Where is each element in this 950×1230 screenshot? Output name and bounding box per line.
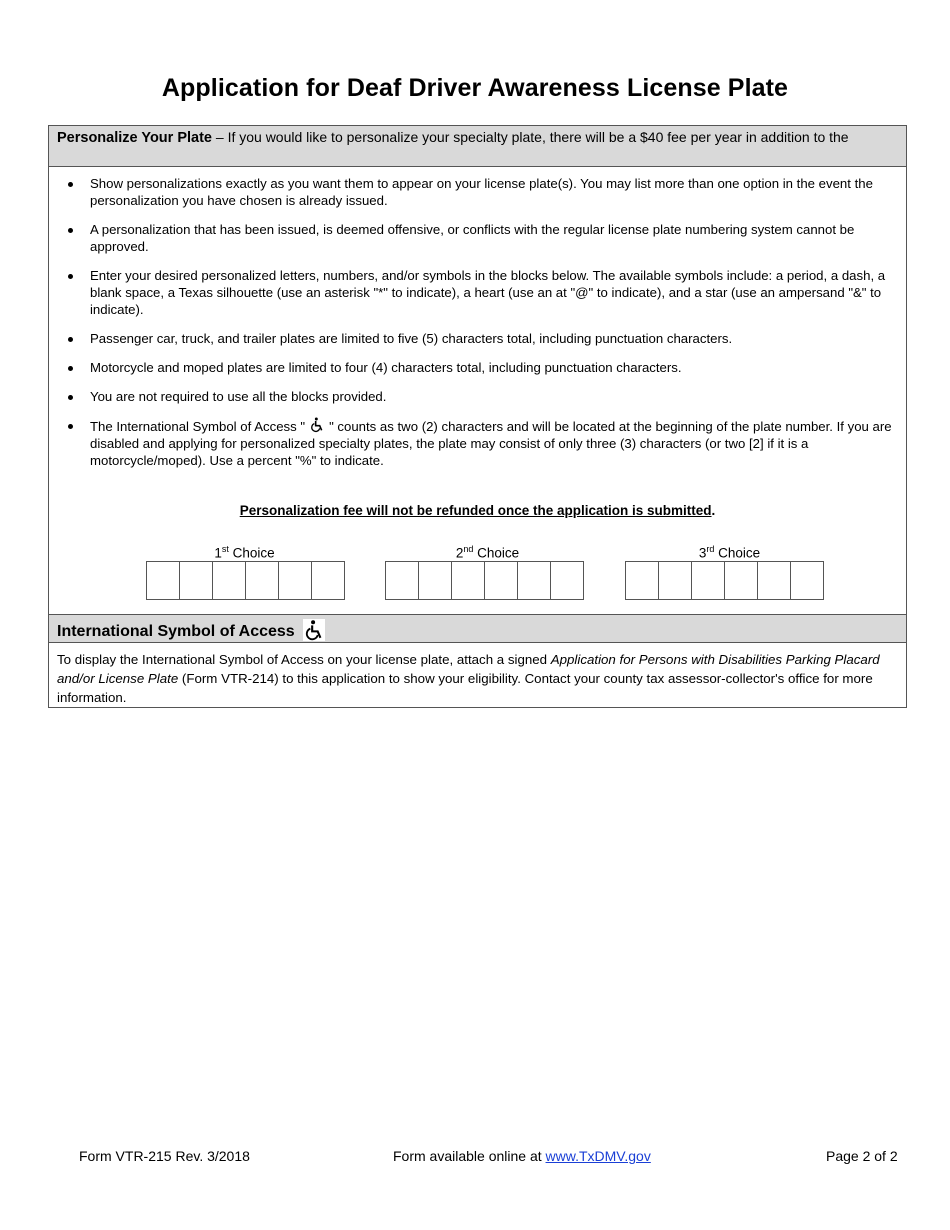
list-item bbox=[49, 388, 906, 405]
list-item bbox=[49, 267, 906, 318]
character-box[interactable] bbox=[418, 561, 452, 600]
isa-para-text: To display the International Symbol of Access on your license plate, attach a signed bbox=[57, 652, 551, 667]
character-box[interactable] bbox=[658, 561, 692, 600]
character-box[interactable] bbox=[385, 561, 419, 600]
choice-3-boxes bbox=[625, 561, 824, 601]
instructions-list bbox=[49, 175, 906, 481]
wheelchair-access-icon bbox=[303, 619, 325, 641]
character-box[interactable] bbox=[691, 561, 725, 600]
page-number: Page 2 of 2 bbox=[826, 1148, 898, 1164]
bullet-dot bbox=[68, 424, 73, 429]
character-box[interactable] bbox=[724, 561, 758, 600]
bullet-dot bbox=[68, 395, 73, 400]
character-box[interactable] bbox=[179, 561, 213, 600]
character-box[interactable] bbox=[517, 561, 551, 600]
character-box[interactable] bbox=[311, 561, 345, 600]
form-box bbox=[48, 125, 907, 708]
form-id: Form VTR-215 Rev. 3/2018 bbox=[79, 1148, 250, 1164]
choice-1-boxes bbox=[146, 561, 345, 601]
choice-num: 3 bbox=[698, 545, 707, 561]
list-item-text: Enter your desired personalized letters, numbers, and/or symbols in the blocks below. The available symbols include: a period, a dash, a blank space, a Texas silhouette (use an asterisk "*" to indicate), a heart (use an at "@" to indicate), and a star (use an ampersand "&" to indicate). bbox=[90, 268, 886, 317]
list-item-text: Motorcycle and moped plates are limited to four (4) characters total, including punctuation characters. bbox=[90, 360, 682, 375]
list-item bbox=[49, 359, 906, 376]
character-box[interactable] bbox=[484, 561, 518, 600]
choice-sup: nd bbox=[463, 544, 474, 554]
list-item-text: Passenger car, truck, and trailer plates are limited to five (5) characters total, including punctuation characters. bbox=[90, 331, 733, 346]
personalize-heading: Personalize Your Plate bbox=[57, 130, 212, 146]
list-item-text: You are not required to use all the blocks provided. bbox=[90, 389, 387, 404]
txdmv-link[interactable]: www.TxDMV.gov bbox=[545, 1148, 651, 1164]
choice-sup: rd bbox=[706, 544, 715, 554]
list-item bbox=[49, 330, 906, 347]
choice-1-label bbox=[142, 544, 347, 561]
personalize-header bbox=[49, 126, 906, 167]
refund-warning-period: . bbox=[711, 503, 716, 518]
bullet-dot bbox=[68, 182, 73, 187]
refund-warning bbox=[49, 503, 906, 518]
isa-para-form-title: Application for Persons with Disabilities Parking Placard and/or License Plate bbox=[57, 652, 880, 686]
list-item-text: The International Symbol of Access " bbox=[90, 419, 306, 434]
character-box[interactable] bbox=[550, 561, 584, 600]
isa-heading: International Symbol of Access bbox=[57, 623, 295, 640]
choice-2-boxes bbox=[385, 561, 584, 601]
choice-2-label bbox=[385, 544, 590, 561]
isa-paragraph bbox=[57, 650, 894, 707]
wheelchair-access-icon bbox=[309, 417, 325, 433]
character-box[interactable] bbox=[146, 561, 180, 600]
bullet-dot bbox=[68, 228, 73, 233]
list-item bbox=[49, 417, 906, 469]
refund-warning-text: Personalization fee will not be refunded once the application is submitted bbox=[239, 503, 712, 518]
choice-num: 1 bbox=[214, 545, 222, 561]
bullet-dot bbox=[68, 366, 73, 371]
isa-header bbox=[49, 614, 906, 643]
character-box[interactable] bbox=[757, 561, 791, 600]
isa-para-text: (Form VTR-214) to this application to show your eligibility. Contact your county tax assessor-collector's office for more information. bbox=[57, 671, 873, 705]
form-available-text: Form available online at bbox=[393, 1148, 546, 1164]
character-box[interactable] bbox=[278, 561, 312, 600]
list-item bbox=[49, 221, 906, 255]
list-item bbox=[49, 175, 906, 209]
choice-sup: st bbox=[221, 544, 229, 554]
choice-num: 2 bbox=[455, 545, 464, 561]
list-item-text: " counts as two (2) characters and will be located at the beginning of the plate number. If you are disabled and applying for personalized specialty plates, the plate may consist of only three (3) characters (or two [2] if it is a motorcycle/moped). Use a percent "%" to indicate. bbox=[90, 419, 892, 468]
page-title: Application for Deaf Driver Awareness License Plate bbox=[161, 74, 789, 102]
character-box[interactable] bbox=[245, 561, 279, 600]
character-box[interactable] bbox=[451, 561, 485, 600]
list-item-text: Show personalizations exactly as you want them to appear on your license plate(s). You may list more than one option in the event the personalization you have chosen is already issued. bbox=[90, 176, 873, 208]
personalize-intro: – If you would like to personalize your specialty plate, there will be a $40 fee per year in addition to the bbox=[212, 129, 849, 145]
choice-3-label bbox=[627, 544, 832, 561]
bullet-dot bbox=[68, 274, 73, 279]
bullet-dot bbox=[68, 337, 73, 342]
choice-text: Choice bbox=[714, 545, 761, 561]
character-box[interactable] bbox=[212, 561, 246, 600]
list-item-text: A personalization that has been issued, is deemed offensive, or conflicts with the regular license plate numbering system cannot be approved. bbox=[90, 222, 855, 254]
character-box[interactable] bbox=[790, 561, 824, 600]
choice-text: Choice bbox=[473, 545, 520, 561]
form-available bbox=[393, 1148, 651, 1164]
character-box[interactable] bbox=[625, 561, 659, 600]
choice-text: Choice bbox=[228, 545, 275, 561]
